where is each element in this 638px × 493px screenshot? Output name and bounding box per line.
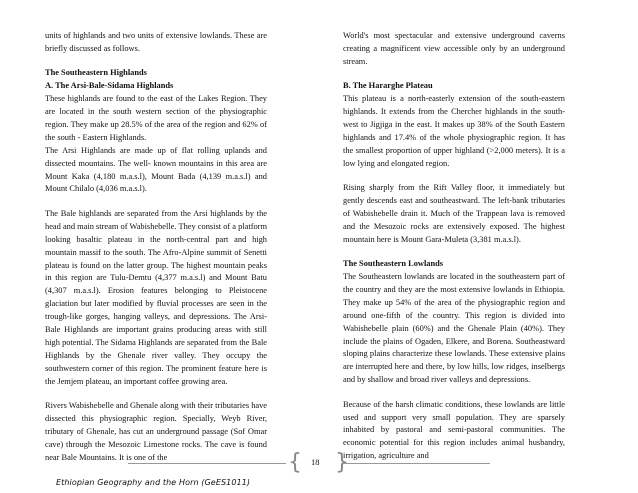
- footer-divider-right: [342, 463, 490, 464]
- heading-southeastern-highlands: The Southeastern Highlands: [45, 68, 147, 78]
- paragraph-caverns: World's most spectacular and extensive underground caverns creating a magnificent view accessible only by an underground stream.: [343, 31, 565, 66]
- right-column: [343, 30, 565, 475]
- left-column: [45, 30, 267, 476]
- paragraph-hararghe-relief: Rising sharply from the Rift Valley floor, it immediately but gently descends east and southeastward. The left-bank tributaries of Wabishebelle drain it. Much of the Trappean lava is removed and the Mesozoic rocks are extensively exposed. The highest mountain here is Mount Gara-Muleta (3,381 m.a.s.l).: [343, 183, 565, 244]
- paragraph-arsi-bale-location: These highlands are found to the east of the Lakes Region. They are located in the south western section of the physiographic region. They make up 28.5% of the area of the region and 62% of the south - Eastern Highlands.: [45, 94, 267, 142]
- footer-course-title: Ethiopian Geography and the Horn (GeES1011): [56, 478, 251, 487]
- paragraph-lowlands-extent: The Southeastern lowlands are located in the southeastern part of the country and they are the most extensive lowlands in Ethiopia. They make up 54% of the area of the physiographic region and around one-fifth of the country. This region is divided into Wabishebelle plain (60%) and the Ghenale Plain (40%). They include the plains of Ogaden, Elkere, and Borena. Southeastward sloping plains characterize these lowlands. These extensive plains are interrupted here and there, by low hills, low ridges, inselbergs and by shallow and broad river valleys and depressions.: [343, 272, 565, 385]
- heading-hararghe-plateau: B. The Hararghe Plateau: [343, 81, 433, 91]
- paragraph-arsi-highlands: The Arsi Highlands are made up of flat rolling uplands and dissected mountains. The well- known mountains in this area are Mount Kaka (4,180 m.a.s.l), Mount Bada (4,139 m.a.s.l) and Mount Chilalo (4,036 m.a.s.l).: [45, 145, 267, 194]
- heading-arsi-bale-sidama: A. The Arsi-Bale-Sidama Highlands: [45, 81, 174, 91]
- page-number: 18: [311, 457, 320, 467]
- paragraph-hararghe-extent: This plateau is a north-easterly extension of the south-eastern highlands. It extends from the Chercher highlands in the south-west to Jigjiga in the east. It makes up 38% of the South Eastern highlands and 17.4% of the whole physiographic region. It has the smallest proportion of upper highland (>2,000 meters). It is a low lying and elongated region.: [343, 94, 565, 168]
- paragraph-bale-highlands: The Bale highlands are separated from the Arsi highlands by the head and main stream of Wabishebelle. They consist of a platform looking basaltic plateau in the north-central part and high mountain massif to the south. The Afro-Alpine summit of Senetti plateau is found on the latter group. The highest mountain peaks in this region are Tulu-Demtu (4,377 m.a.s.l) and Mount Batu (4,307 m.a.s.l). Erosion features belonging to Pleistocene glaciation but later modified by fluvial processes are seen in the trough-like gorges, hanging valleys, and depressions. The Arsi-Bale Highlands are important grains producing areas with still high potential. The Sidama Highlands are separated from the Bale Highlands by the Ghenale river valley. They occupy the southwestern corner of this region. The prominent feature here is the Jemjem plateau, an important coffee growing area.: [45, 208, 267, 386]
- heading-southeastern-lowlands: The Southeastern Lowlands: [343, 259, 444, 269]
- intro-paragraph: units of highlands and two units of extensive lowlands. These are briefly discussed as follows.: [45, 31, 267, 53]
- footer-brace-left: {: [288, 450, 302, 475]
- paragraph-rivers: Rivers Wabishebelle and Ghenale along with their tributaries have dissected this physiographic region. Specially, Weyb River, tributary of Ghenale, has cut an underground passage (Sof Omar cave) through the Mesozoic Limestone rocks. The cave is found near Bale Mountains. It is one of the: [45, 401, 267, 462]
- footer-brace-right: }: [335, 450, 349, 475]
- footer-divider-left: [128, 463, 286, 464]
- paragraph-lowlands-use: Because of the harsh climatic conditions, these lowlands are little used and support very small population. They are sparsely inhabited by pastoral and semi-pastoral communities. The economic potential for this region includes animal husbandry, irrigation, agriculture and: [343, 399, 565, 461]
